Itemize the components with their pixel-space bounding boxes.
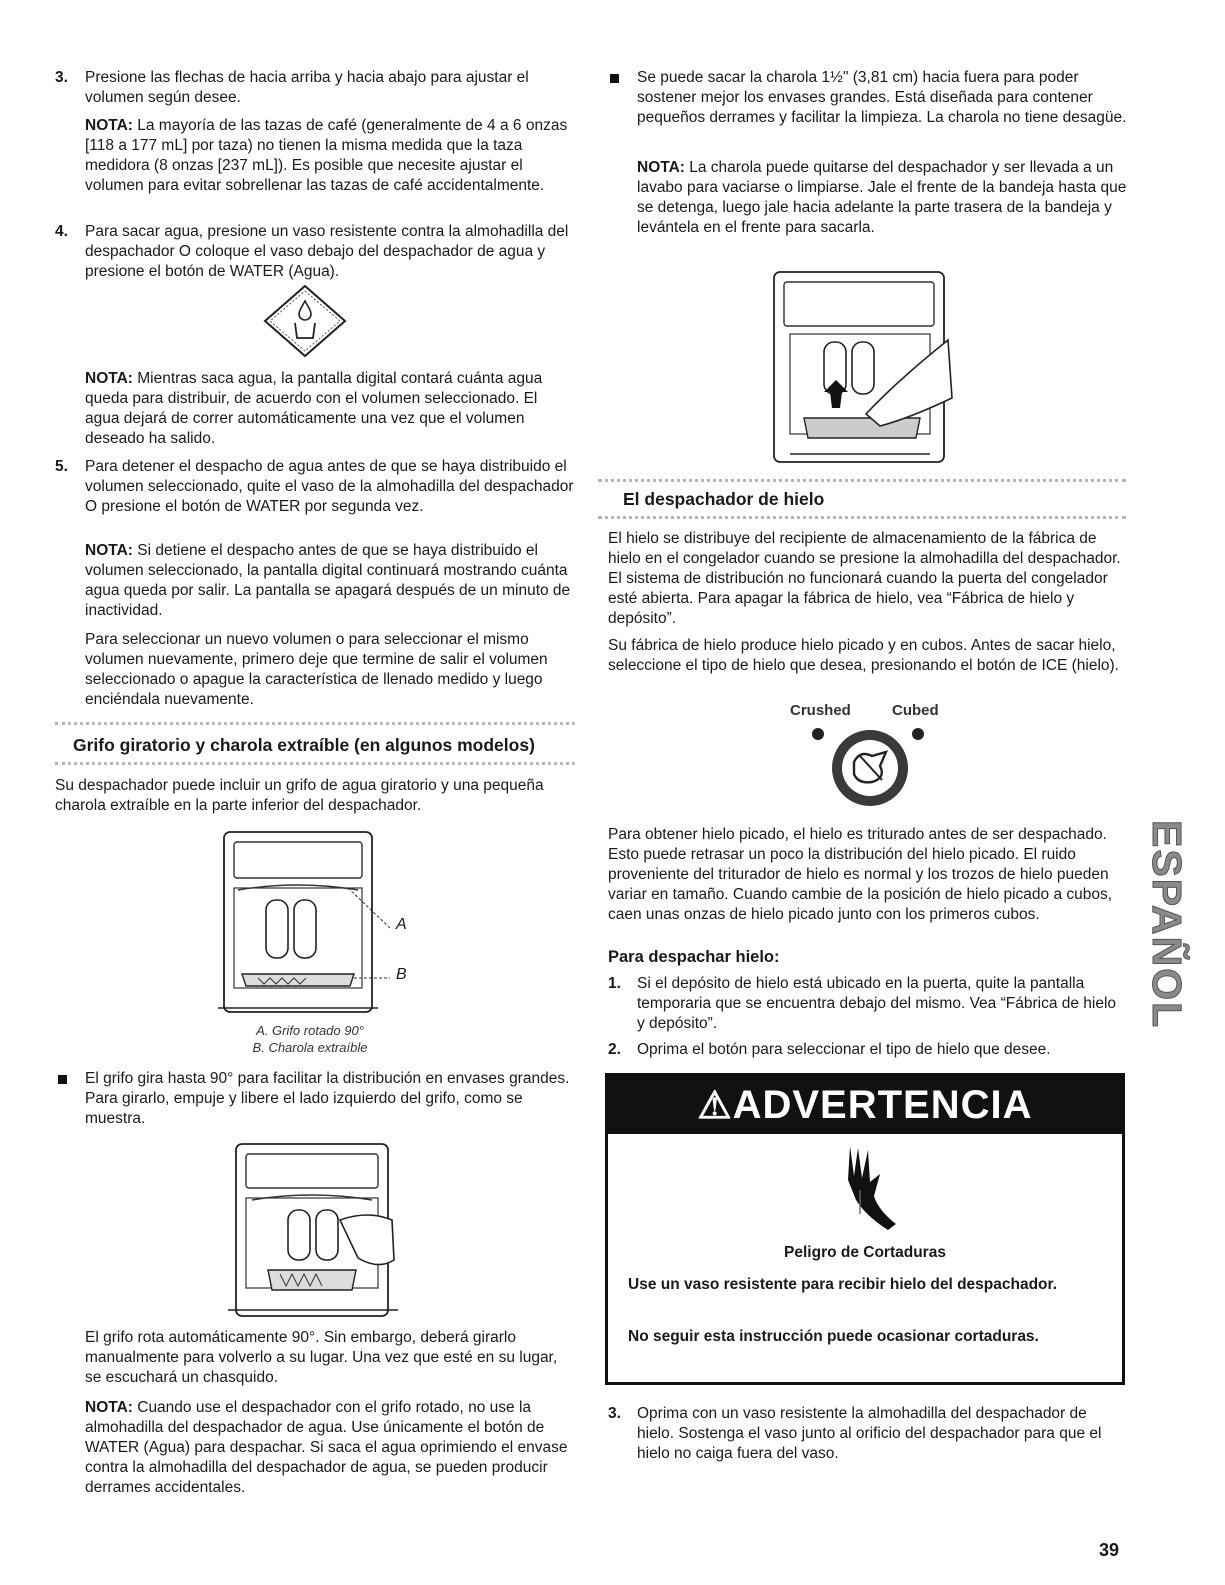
step-number: 4. bbox=[55, 223, 68, 240]
section-title: Grifo giratorio y charola extraíble (en algunos modelos) bbox=[73, 735, 535, 755]
figure-label-a: A bbox=[396, 916, 407, 933]
warning-title: ADVERTENCIA bbox=[732, 1083, 1033, 1127]
ice-selector-button-icon bbox=[800, 722, 940, 812]
ice-paragraph-2: Su fábrica de hielo produce hielo picado y en cubos. Antes de sacar hielo, seleccione el tipo de hielo que desea, presionando el botón de ICE (hielo). bbox=[608, 637, 1119, 674]
warning-line-1: Use un vaso resistente para recibir hielo del despachador. bbox=[628, 1276, 1057, 1293]
tray-removal-illustration bbox=[770, 268, 960, 468]
bullet bbox=[610, 74, 619, 83]
page-number: 39 bbox=[1099, 1540, 1120, 1560]
after-figure-text: El grifo rota automáticamente 90°. Sin embargo, deberá girarlo manualmente para volverlo a su lugar. Una vez que esté en su lugar, se escuchará un chasquido. bbox=[85, 1329, 558, 1386]
cubed-label: Cubed bbox=[892, 702, 939, 719]
final-note: NOTA: Cuando use el despachador con el grifo rotado, no use la almohadilla del despachador de agua. Use únicamente el botón de WATER (Agua) para despachar. Si saca el agua oprimiendo el envase contra la almohadilla del despachador de agua, se pueden producir derrames accidentales. bbox=[85, 1399, 568, 1496]
cut-hazard-hand-icon bbox=[830, 1140, 910, 1232]
dispense-step-2: Oprima el botón para seleccionar el tipo de hielo que desee. bbox=[637, 1041, 1051, 1058]
figure-caption-b: B. Charola extraíble bbox=[252, 1040, 368, 1055]
step-number: 3. bbox=[608, 1405, 621, 1422]
bullet bbox=[58, 1075, 67, 1084]
warning-line-2: No seguir esta instrucción puede ocasionar cortaduras. bbox=[628, 1328, 1039, 1345]
step-number: 5. bbox=[55, 458, 68, 475]
bullet-text: El grifo gira hasta 90° para facilitar la distribución en envases grandes. Para girarlo, empuje y libere el lado izquierdo del grifo, como se muestra. bbox=[85, 1070, 570, 1127]
figure-caption-a: A. Grifo rotado 90° bbox=[256, 1023, 364, 1038]
section-divider bbox=[598, 516, 1126, 519]
step-4-note: NOTA: Mientras saca agua, la pantalla digital contará cuánta agua queda para distribuir, de acuerdo con el volumen seleccionado. El agua dejará de correr automáticamente una vez que el volumen deseado ha salido. bbox=[85, 370, 543, 447]
step-5-note: NOTA: Si detiene el despacho antes de que se haya distribuido el volumen seleccionado, la pantalla digital continuará mostrando cuánta agua queda por salir. La pantalla se apagará después de un minuto de inactividad. bbox=[85, 542, 571, 619]
section-divider bbox=[55, 762, 575, 765]
dispenser-rotate-illustration bbox=[228, 1140, 408, 1320]
charola-note: NOTA: La charola puede quitarse del despachador y ser llevada a un lavabo para vaciarse o limpiarse. Jale el frente de la bandeja hasta que se detenga, luego jale hacia adelante la parte trasera de la bandeja y levántela en el frente para sacarla. bbox=[637, 159, 1127, 236]
water-button-icon bbox=[262, 283, 348, 359]
dispenser-illustration bbox=[218, 828, 418, 1018]
language-side-tab bbox=[1144, 820, 1192, 1060]
step-number: 3. bbox=[55, 69, 68, 86]
section-divider bbox=[55, 722, 575, 725]
dispense-title: Para despachar hielo: bbox=[608, 948, 780, 966]
bullet-text: Se puede sacar la charola 1½" (3,81 cm) hacia fuera para poder sostener mejor los envases grandes. Está diseñada para contener pequeños derrames y facilitar la limpieza. La charola no tiene desagüe. bbox=[637, 69, 1127, 126]
ice-paragraph-1: El hielo se distribuye del recipiente de almacenamiento de la fábrica de hielo en el congelador cuando se presione la almohadilla del despachador. El sistema de distribución no funcionará cuando la puerta del congelador esté abierta. Para apagar la fábrica de hielo, vea “Fábrica de hielo y depósito”. bbox=[608, 530, 1121, 627]
step-4-text: Para sacar agua, presione un vaso resistente contra la almohadilla del despachador O coloque el vaso debajo del despachador de agua y presione el botón de WATER (Agua). bbox=[85, 223, 569, 280]
language-side-tab-label: ESPAÑOL bbox=[1144, 820, 1190, 1030]
warning-box bbox=[605, 1073, 1125, 1385]
section-divider bbox=[598, 479, 1126, 482]
step-3-note: NOTA: La mayoría de las tazas de café (generalmente de 4 a 6 onzas [118 a 177 mL] por taza) no tienen la misma medida que la taza medidora (8 onzas [237 mL]). Es posible que necesite ajustar el volumen para evitar sobrellenar las tazas de café accidentalmente. bbox=[85, 117, 568, 194]
step-5-extra: Para seleccionar un nuevo volumen o para seleccionar el mismo volumen nuevamente, primero deje que termine de salir el volumen seleccionado o apague la característica de llenado medido y luego enciéndala nuevamente. bbox=[85, 631, 548, 708]
step-3-text: Presione las flechas de hacia arriba y hacia abajo para ajustar el volumen según desee. bbox=[85, 69, 529, 106]
ice-paragraph-3: Para obtener hielo picado, el hielo es triturado antes de ser despachado. Esto puede retrasar un poco la distribución del hielo picado. El ruido proveniente del triturador de hielo es normal y los trozos de hielo pueden variar en tamaño. Cuando cambie de la posición de hielo picado a cubos, caen unas onzas de hielo picado junto con los primeros cubos. bbox=[608, 826, 1113, 923]
warning-subtitle: Peligro de Cortaduras bbox=[784, 1244, 946, 1261]
figure-label-b: B bbox=[396, 966, 407, 983]
step-number: 1. bbox=[608, 975, 621, 992]
crushed-label: Crushed bbox=[790, 702, 851, 719]
dispense-step-3: Oprima con un vaso resistente la almohadilla del despachador de hielo. Sostenga el vaso junto al orificio del despachador para que el hielo no caiga fuera del vaso. bbox=[637, 1405, 1102, 1462]
warning-header bbox=[608, 1076, 1122, 1134]
warning-triangle-icon: ⚠ bbox=[697, 1085, 733, 1127]
section-title: El despachador de hielo bbox=[623, 489, 825, 509]
step-number: 2. bbox=[608, 1041, 621, 1058]
section-intro: Su despachador puede incluir un grifo de agua giratorio y una pequeña charola extraíble en la parte inferior del despachador. bbox=[55, 777, 544, 814]
dispense-step-1: Si el depósito de hielo está ubicado en la puerta, quite la pantalla temporaria que se encuentra debajo del mismo. Vea “Fábrica de hielo y depósito”. bbox=[637, 975, 1117, 1032]
step-5-text: Para detener el despacho de agua antes de que se haya distribuido el volumen seleccionado, quite el vaso de la almohadilla del despachador O presione el botón de WATER por segunda vez. bbox=[85, 458, 574, 515]
